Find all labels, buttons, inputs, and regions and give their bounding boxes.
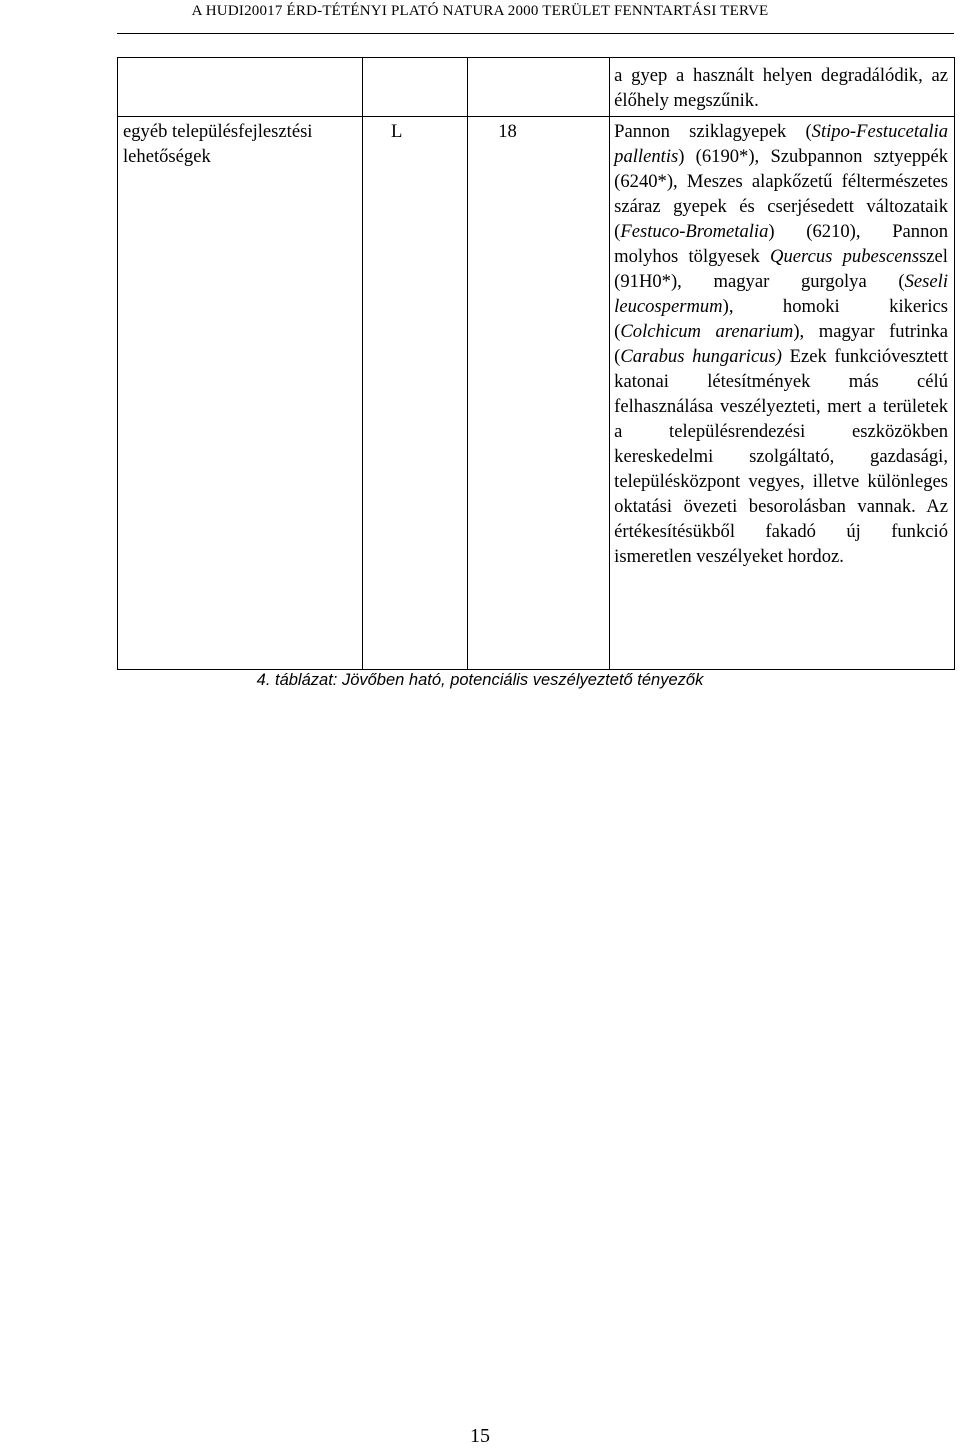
- latin-name: Colchicum arenarium: [620, 321, 794, 342]
- latin-name: Festuco-Brometalia: [620, 221, 769, 242]
- header-rule: [117, 33, 954, 34]
- latin-name: Quercus pubescens: [770, 246, 920, 267]
- table-cell: [362, 117, 467, 670]
- cell-text: a gyep a használt helyen degradálódik, az élőhely megszűnik.: [614, 65, 948, 111]
- table-cell: [468, 117, 610, 670]
- page-number: 15: [470, 1425, 490, 1447]
- description-text: Ezek funkcióvesztett katonai létesítmények más célú felhasználása veszélyezteti, mert a területek a településrendezési eszközökben kereskedelmi szolgáltató, gazdasági, településközpont vegyes, illetve különleges oktatási övezeti besorolásban vannak. Az értékesítésükből fakadó új funkció ismeretlen veszélyeket hordoz.: [614, 346, 948, 567]
- description-text: ) (6210), Pannon molyhos tölgyesek: [614, 221, 948, 267]
- page-header: A HUDI20017 ÉRD-TÉTÉNYI PLATÓ NATURA 2000 TERÜLET FENNTARTÁSI TERVE: [191, 3, 769, 19]
- table-cell: [362, 58, 467, 117]
- latin-name: Stipo-Festucetalia pallentis: [614, 121, 948, 167]
- table-cell: [468, 58, 610, 117]
- table-cell: [610, 58, 955, 117]
- threat-description: [610, 117, 954, 569]
- description-text: ) (6190*), Szubpannon sztyeppék (6240*), Meszes alapkőzetű féltermészetes száraz gyepek és cserjésedett változataik (: [614, 146, 948, 242]
- table-caption: 4. táblázat: Jövőben ható, potenciális veszélyeztető tényezők: [256, 671, 704, 689]
- latin-name: Seseli leucospermum: [614, 271, 948, 317]
- threat-category: egyéb településfejlesztési lehetőségek: [123, 121, 313, 167]
- threat-percentage: 18: [498, 121, 517, 142]
- table-row: [118, 117, 955, 670]
- table-row: [118, 58, 955, 117]
- latin-name: Carabus hungaricus): [620, 346, 782, 367]
- table-cell: [118, 117, 363, 670]
- description-text: szel (91H0*), magyar gurgolya (: [614, 246, 948, 292]
- description-text: ), homoki kikerics (: [614, 296, 948, 342]
- threat-intensity: L: [390, 121, 403, 142]
- table-cell: [610, 117, 955, 670]
- threats-table: [117, 57, 955, 670]
- description-text: ), magyar futrinka (: [614, 321, 948, 367]
- table-cell: [118, 58, 363, 117]
- description-text: Pannon sziklagyepek (: [614, 121, 812, 142]
